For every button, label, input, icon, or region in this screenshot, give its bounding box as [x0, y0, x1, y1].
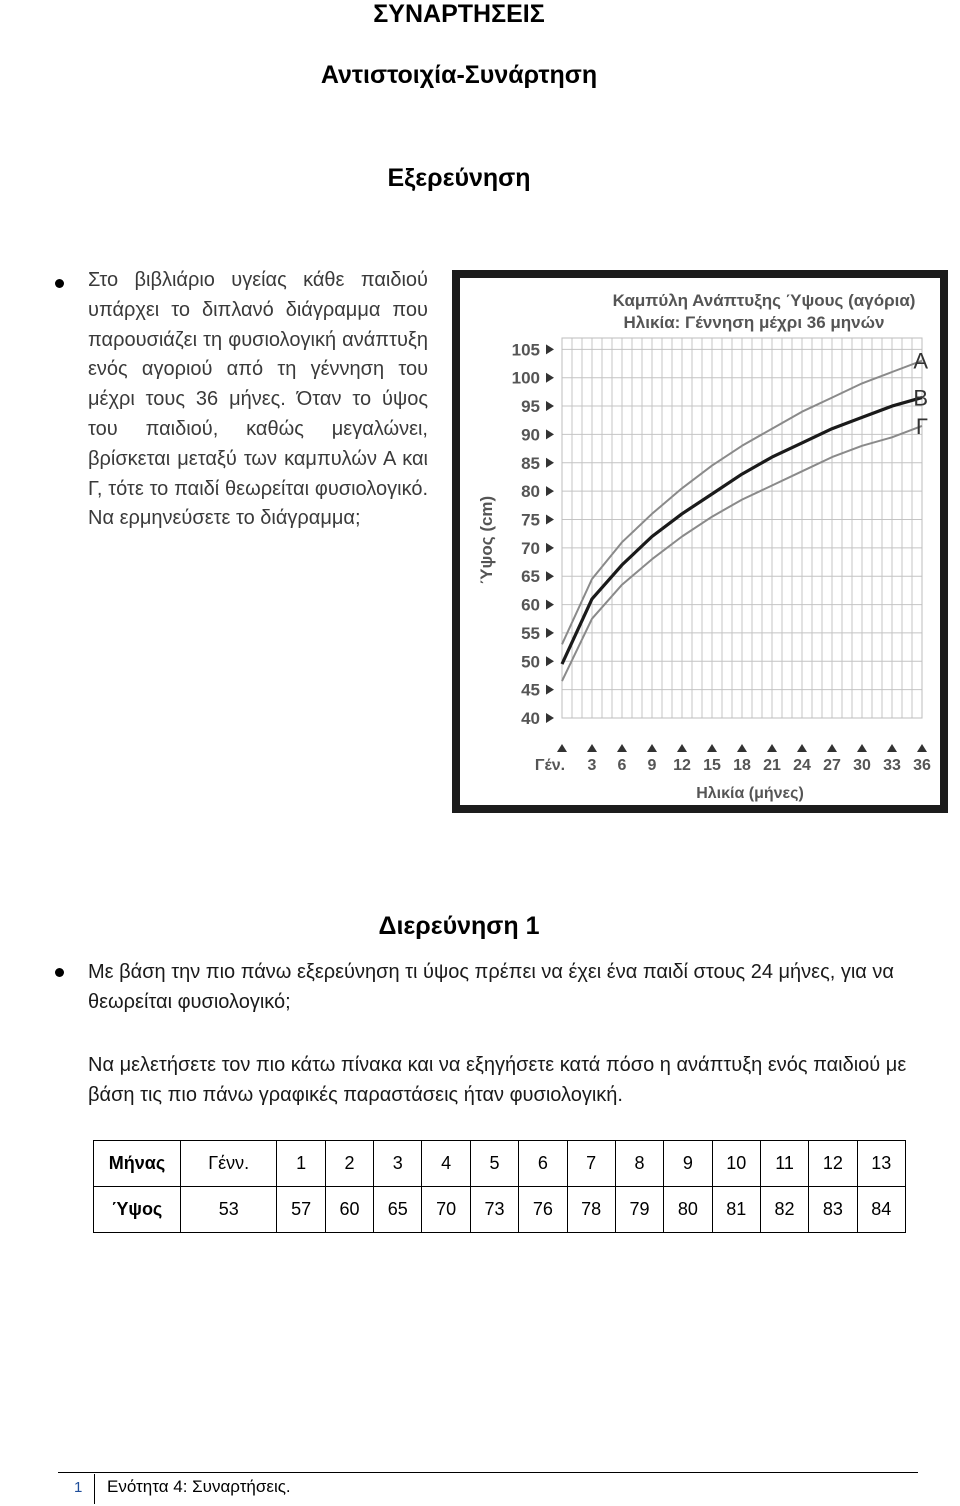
y-tick-label: 70: [521, 538, 540, 558]
x-tick-label: 30: [853, 757, 871, 774]
table-cell: 65: [374, 1187, 422, 1233]
y-tick-label: 75: [521, 510, 540, 530]
x-tick-arrow-icon: [887, 744, 897, 752]
table-cell: 84: [857, 1187, 905, 1233]
growth-chart-frame: [452, 270, 948, 813]
table-cell: 70: [422, 1187, 470, 1233]
table-row-months: [94, 1141, 906, 1187]
y-tick-label: 60: [521, 595, 540, 615]
x-tick-arrow-icon: [797, 744, 807, 752]
growth-data-table: [93, 1140, 906, 1233]
x-tick-arrow-icon: [857, 744, 867, 752]
x-tick-label: 33: [883, 757, 901, 774]
table-row-heights: [94, 1187, 906, 1233]
y-tick-label: 40: [521, 709, 540, 728]
x-tick-label: 18: [733, 757, 751, 774]
table-cell: 2: [325, 1141, 373, 1187]
x-tick-arrow-icon: [737, 744, 747, 752]
y-tick-arrow-icon: [546, 656, 554, 666]
table-cell: 7: [567, 1141, 615, 1187]
y-tick-label: 50: [521, 652, 540, 672]
section-heading-explore: Εξερεύνηση: [387, 164, 531, 192]
table-cell: 5: [470, 1141, 518, 1187]
growth-chart-svg: [460, 278, 940, 805]
bullet-icon: [55, 968, 64, 977]
footer-separator: [94, 1474, 95, 1504]
y-tick-arrow-icon: [546, 429, 554, 439]
table-header-month: Μήνας: [94, 1141, 181, 1187]
footer-page-number: 1: [74, 1479, 83, 1496]
intro-paragraph: Στο βιβλιάριο υγείας κάθε παιδιού υπάρχει το διπλανό διάγραμμα που παρουσιάζει τη φυσιολογική ανάπτυξη ενός αγοριού από τη γέννηση του μέχρι τους 36 μήνες. Όταν το ύψος του παιδιού, καθώς μεγαλώνει, βρίσκεται μεταξύ των καμπυλών Α και Γ, τότε το παιδί θεωρείται φυσιολογικό. Να ερμηνεύσετε το διάγραμμα;: [88, 269, 428, 530]
x-tick-label: 3: [587, 757, 597, 774]
footer-divider: [58, 1472, 918, 1473]
table-cell: 8: [615, 1141, 663, 1187]
y-tick-label: 105: [511, 340, 540, 360]
y-tick-label: 90: [521, 425, 540, 445]
x-tick-label: 36: [913, 757, 931, 774]
x-tick-label: 15: [703, 757, 721, 774]
y-tick-arrow-icon: [546, 514, 554, 524]
table-cell: 76: [519, 1187, 567, 1233]
page-title: ΣΥΝΑΡΤΗΣΕΙΣ: [373, 0, 545, 28]
bullet-icon: [55, 279, 64, 288]
table-cell: 1: [277, 1141, 325, 1187]
table-cell: 82: [760, 1187, 808, 1233]
table-cell: 6: [519, 1141, 567, 1187]
x-tick-arrow-icon: [827, 744, 837, 752]
y-tick-arrow-icon: [546, 401, 554, 411]
y-tick-arrow-icon: [546, 685, 554, 695]
series-label: Α: [913, 348, 928, 374]
x-tick-label: 12: [673, 757, 691, 774]
y-tick-arrow-icon: [546, 344, 554, 354]
table-cell: 11: [760, 1141, 808, 1187]
y-tick-label: 55: [521, 623, 540, 643]
x-tick-arrow-icon: [767, 744, 777, 752]
y-tick-arrow-icon: [546, 458, 554, 468]
x-tick-label: 9: [647, 757, 657, 774]
y-tick-arrow-icon: [546, 543, 554, 553]
y-tick-arrow-icon: [546, 486, 554, 496]
table-cell: 9: [664, 1141, 712, 1187]
table-cell: 13: [857, 1141, 905, 1187]
table-cell: 80: [664, 1187, 712, 1233]
x-tick-label: Γέν.: [534, 757, 566, 774]
x-tick-label: 21: [763, 757, 781, 774]
x-tick-label: 27: [823, 757, 841, 774]
table-cell: 4: [422, 1141, 470, 1187]
series-label: Β: [913, 385, 928, 411]
table-cell: 78: [567, 1187, 615, 1233]
y-tick-label: 100: [511, 368, 540, 388]
y-tick-label: 85: [521, 453, 540, 473]
table-cell: 10: [712, 1141, 760, 1187]
x-tick-arrow-icon: [557, 744, 567, 752]
y-tick-label: 65: [521, 567, 540, 587]
table-cell: 73: [470, 1187, 518, 1233]
y-axis-label: Ύψος (cm): [477, 495, 496, 585]
x-tick-arrow-icon: [617, 744, 627, 752]
table-cell: 83: [809, 1187, 857, 1233]
y-tick-arrow-icon: [546, 600, 554, 610]
x-tick-arrow-icon: [647, 744, 657, 752]
table-cell: 60: [325, 1187, 373, 1233]
y-tick-arrow-icon: [546, 373, 554, 383]
x-tick-label: 24: [793, 757, 811, 774]
series-label: Γ: [915, 413, 928, 439]
chart-title: Καμπύλη Ανάπτυξης Ύψους (αγόρια): [612, 291, 916, 310]
x-tick-arrow-icon: [587, 744, 597, 752]
y-tick-arrow-icon: [546, 628, 554, 638]
section-heading-investigation: Διερεύνηση 1: [378, 912, 540, 940]
x-tick-arrow-icon: [917, 744, 927, 752]
table-header-height: Ύψος: [94, 1187, 181, 1233]
x-tick-arrow-icon: [707, 744, 717, 752]
table-cell: Γένν.: [181, 1141, 277, 1187]
question-text: Με βάση την πιο πάνω εξερεύνηση τι ύψος πρέπει να έχει ένα παιδί στους 24 μήνες, για να θεωρείται φυσιολογικό;: [88, 961, 894, 1013]
table-cell: 57: [277, 1187, 325, 1233]
table-cell: 53: [181, 1187, 277, 1233]
y-tick-label: 95: [521, 397, 540, 417]
table-cell: 79: [615, 1187, 663, 1233]
table-cell: 81: [712, 1187, 760, 1233]
page-subtitle: Αντιστοιχία-Συνάρτηση: [320, 61, 598, 89]
x-tick-label: 6: [617, 757, 627, 774]
growth-chart: [460, 278, 940, 805]
y-tick-label: 45: [521, 680, 540, 700]
y-tick-arrow-icon: [546, 571, 554, 581]
table-cell: 3: [374, 1141, 422, 1187]
instruction-text: Να μελετήσετε τον πιο κάτω πίνακα και να εξηγήσετε κατά πόσο η ανάπτυξη ενός παιδιού με βάση τις πιο πάνω γραφικές παραστάσεις ήταν φυσιολογική.: [88, 1054, 907, 1106]
y-tick-label: 80: [521, 482, 540, 502]
footer-text: Ενότητα 4: Συναρτήσεις.: [107, 1477, 291, 1496]
x-axis-label: Ηλικία (μήνες): [696, 785, 804, 802]
x-tick-arrow-icon: [677, 744, 687, 752]
chart-subtitle: Ηλικία: Γέννηση μέχρι 36 μηνών: [623, 313, 885, 332]
table-cell: 12: [809, 1141, 857, 1187]
y-tick-arrow-icon: [546, 713, 554, 723]
